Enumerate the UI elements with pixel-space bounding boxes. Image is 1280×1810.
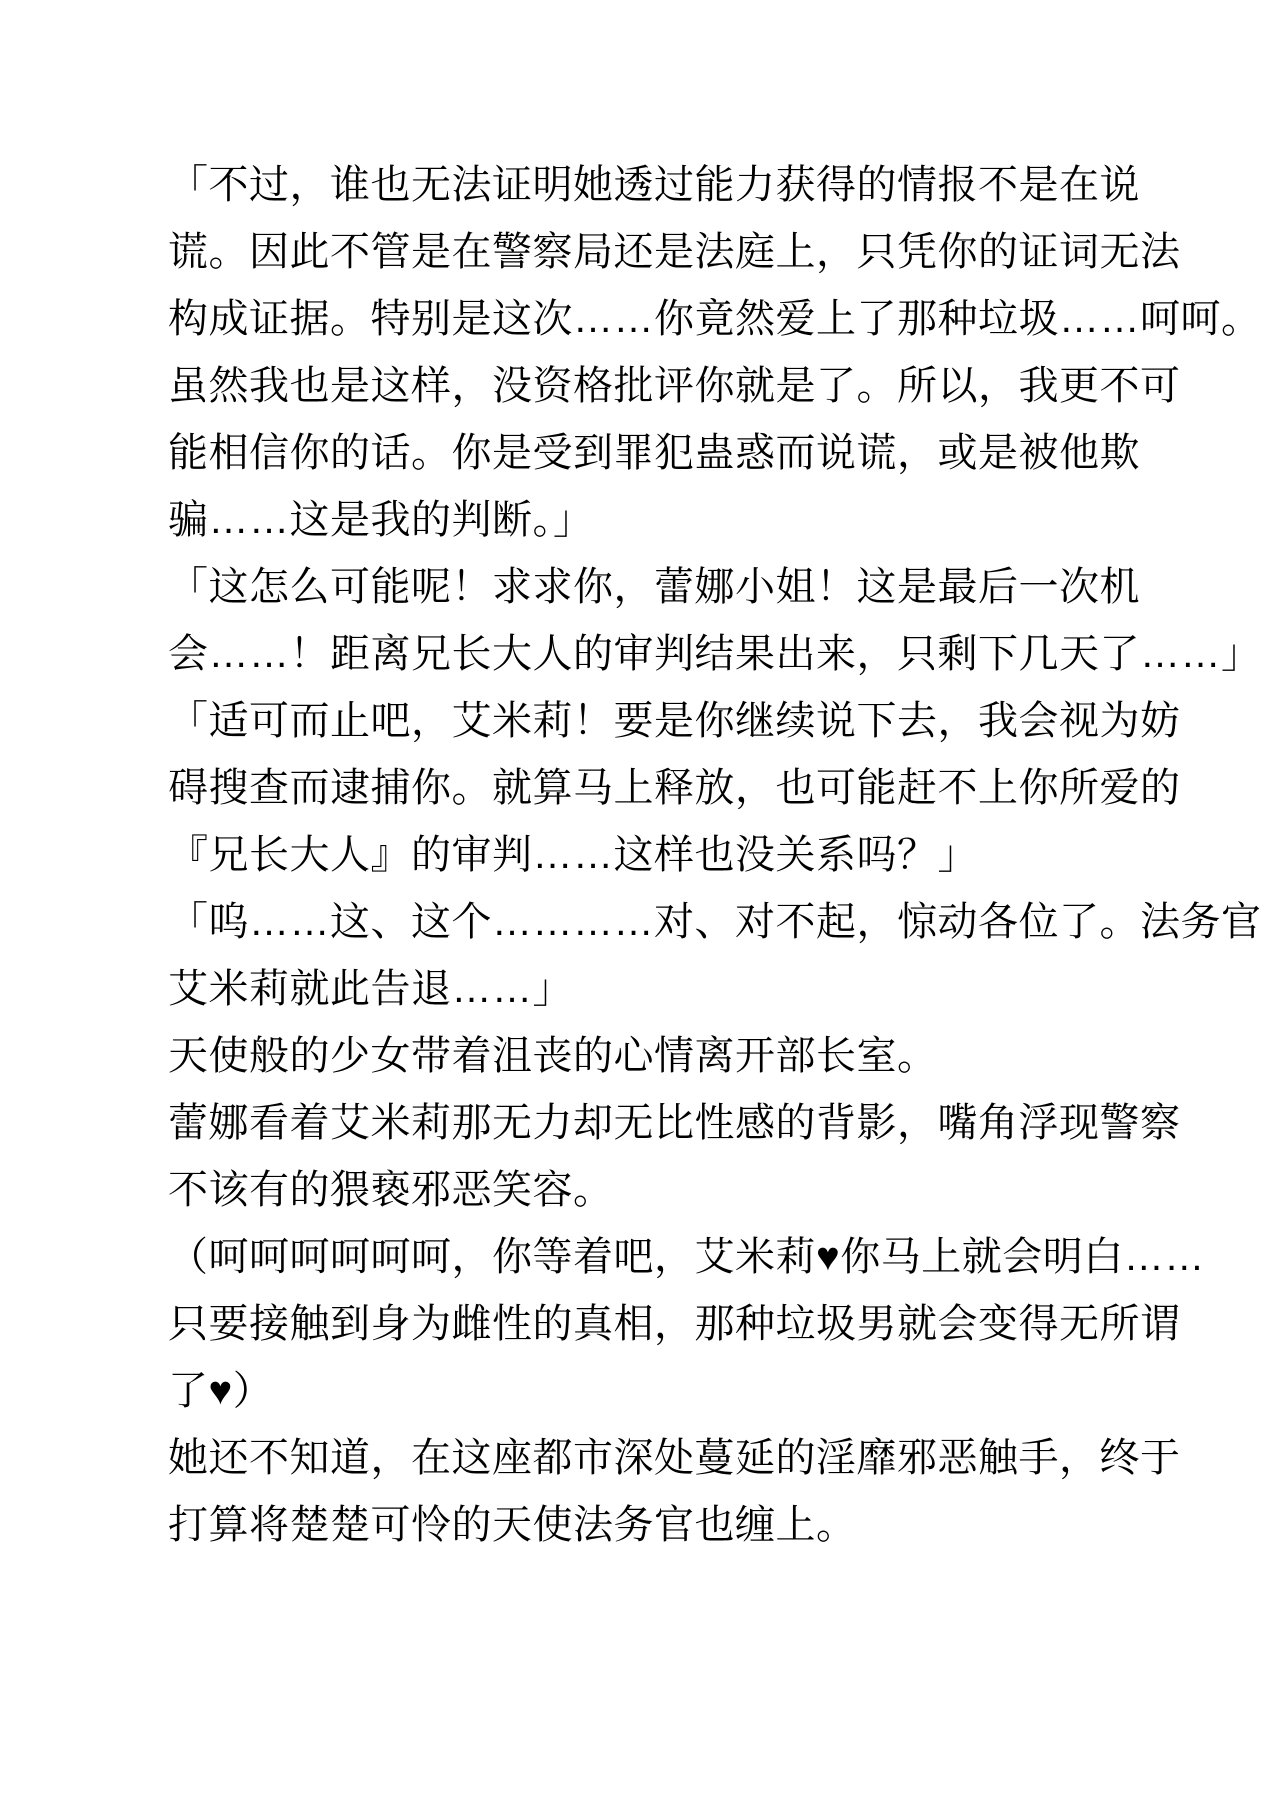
text-line: 打算将楚楚可怜的天使法务官也缠上。 <box>168 1503 857 1547</box>
text-line: 「这怎么可能呢！求求你，蕾娜小姐！这是最后一次机 <box>168 565 1140 609</box>
text-line: 「呜……这、这个…………对、对不起，惊动各位了。法务官 <box>168 900 1262 944</box>
text-line: 谎。因此不管是在警察局还是法庭上，只凭你的证词无法 <box>168 230 1181 274</box>
text-line: 不该有的猥亵邪恶笑容。 <box>168 1168 614 1212</box>
text-line: 天使般的少女带着沮丧的心情离开部长室。 <box>168 1034 938 1078</box>
text-line: 她还不知道，在这座都市深处蔓延的淫靡邪恶触手，终于 <box>168 1436 1181 1480</box>
text-line: 碍搜查而逮捕你。就算马上释放，也可能赶不上你所爱的 <box>168 766 1181 810</box>
text-line: 构成证据。特别是这次……你竟然爱上了那种垃圾……呵呵。 <box>168 297 1262 341</box>
text-block <box>168 152 1262 1559</box>
text-line: 艾米莉就此告退……」 <box>168 967 573 1011</box>
text-line: 蕾娜看着艾米莉那无力却无比性感的背影，嘴角浮现警察 <box>168 1101 1181 1145</box>
text-line: 能相信你的话。你是受到罪犯蛊惑而说谎，或是被他欺 <box>168 431 1140 475</box>
text-line: 『兄长大人』的审判……这样也没关系吗？」 <box>168 833 978 877</box>
text-line: 会……！距离兄长大人的审判结果出来，只剩下几天了……」 <box>168 632 1262 676</box>
text-line: （呵呵呵呵呵呵，你等着吧，艾米莉♥你马上就会明白…… <box>168 1235 1205 1279</box>
text-line: 虽然我也是这样，没资格批评你就是了。所以，我更不可 <box>168 364 1181 408</box>
text-line: 只要接触到身为雌性的真相，那种垃圾男就会变得无所谓 <box>168 1302 1181 1346</box>
text-line: 了♥） <box>168 1369 274 1413</box>
text-line: 骗……这是我的判断。」 <box>168 498 594 542</box>
text-line: 「适可而止吧，艾米莉！要是你继续说下去，我会视为妨 <box>168 699 1181 743</box>
text-line: 「不过，谁也无法证明她透过能力获得的情报不是在说 <box>168 163 1140 207</box>
